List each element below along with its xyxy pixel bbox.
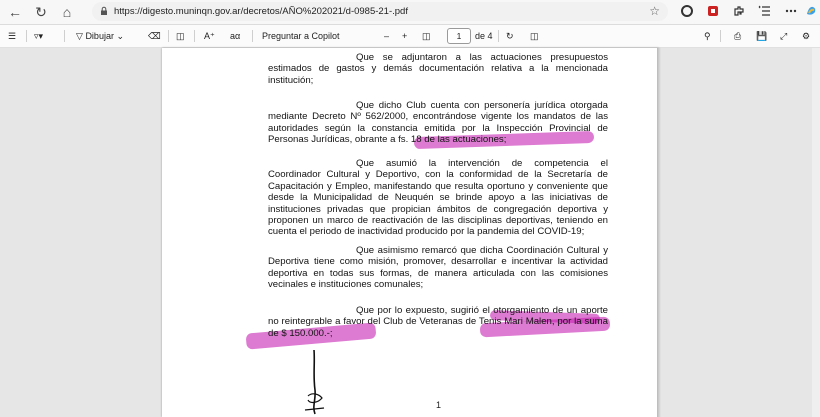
extension-circle-icon[interactable] <box>680 4 694 18</box>
zoom-in-icon[interactable]: + <box>402 31 408 41</box>
print-icon[interactable]: ⎙ <box>734 30 742 41</box>
page-shadow <box>657 48 661 417</box>
copilot-icon[interactable] <box>804 4 818 18</box>
page-view-icon[interactable]: ◫ <box>176 30 185 41</box>
highlight-icon[interactable]: ▿▾ <box>34 30 44 41</box>
divider <box>194 30 195 42</box>
zoom-out-icon[interactable]: – <box>384 31 390 41</box>
draw-label: Dibujar <box>85 31 114 41</box>
divider <box>26 30 27 42</box>
favorites-icon[interactable] <box>758 4 772 18</box>
two-page-icon[interactable]: ◫ <box>530 30 539 41</box>
favorite-star-icon[interactable]: ☆ <box>649 4 660 18</box>
extension-red-icon[interactable] <box>706 4 720 18</box>
draw-button[interactable] <box>76 28 124 44</box>
page-number-input[interactable]: 1 <box>447 28 471 44</box>
page-number: 1 <box>436 400 442 410</box>
lock-icon <box>99 6 109 16</box>
address-bar[interactable] <box>92 2 668 21</box>
save-icon[interactable]: 💾 <box>756 30 768 41</box>
handwritten-signature <box>300 348 330 417</box>
pdf-viewer[interactable] <box>0 48 820 417</box>
scrollbar[interactable] <box>812 48 820 417</box>
paragraph: Que se adjuntaron a las actuaciones presupuestos estimados de gastos y demás documentación relativa a la mencionada institución; <box>268 52 608 86</box>
contents-icon[interactable]: ☰ <box>8 30 17 41</box>
paragraph: Que dicho Club cuenta con personería jurídica otorgada mediante Decreto Nº 562/2000, encontrándose vigente los mandatos de las autoridades según la constancia emitida por la Inspección Provincial de Personas Jurídicas, obrante a fs. 18 de las actuaciones; <box>268 100 608 146</box>
fullscreen-icon[interactable]: ⤢ <box>780 30 788 41</box>
draw-icon: ▽ <box>76 30 83 41</box>
url-text: https://digesto.muninqn.gov.ar/decretos/AÑO%202021/d-0985-21-.pdf <box>114 6 408 17</box>
paragraph: Que por lo expuesto, sugirió el otorgamiento de un aporte no reintegrable a favor del Club de Veteranas de Tenis Mari Malen, por la suma de $ 150.000.-; <box>268 305 608 339</box>
eraser-icon[interactable]: ⌫ <box>148 30 161 41</box>
divider <box>498 30 499 42</box>
translate-icon[interactable]: aα <box>230 31 241 41</box>
extensions-icon[interactable] <box>732 4 746 18</box>
rotate-icon[interactable]: ↻ <box>506 30 514 41</box>
pdf-toolbar <box>0 25 820 48</box>
read-aloud-icon[interactable]: A⁺ <box>204 30 215 41</box>
browser-toolbar <box>0 0 820 25</box>
divider <box>252 30 253 42</box>
pdf-page <box>162 48 659 417</box>
paragraph: Que asimismo remarcó que dicha Coordinación Cultural y Deportiva tiene como misión, promover, desarrollar e incentivar la actividad deportiva en todas sus formas, de manera articulada con las comisiones vecinales e instituciones comunales; <box>268 245 608 291</box>
back-icon[interactable]: ← <box>8 4 22 20</box>
paragraph: Que asumió la intervención de competencia el Coordinador Cultural y Deportivo, con la conformidad de la Secretaría de Capacitación y Empleo, manifestando que resulta oportuno y conveniente que desde la Municipalidad de Neuquén se brinde apoyo a las iniciativas de instituciones privadas que propician ámbitos de congregación deportiva y proponen un marco de reactivación de las disciplinas deportivas, teniendo en cuenta el periodo de inactividad producido por la pandemia del COVID-19; <box>268 158 608 238</box>
divider <box>720 30 721 42</box>
page-total: de 4 <box>475 31 493 41</box>
divider <box>64 30 65 42</box>
chevron-down-icon: ⌄ <box>116 30 125 41</box>
divider <box>168 30 169 42</box>
browser-menu-icon[interactable] <box>784 4 798 18</box>
home-icon[interactable]: ⌂ <box>62 4 72 20</box>
ask-copilot-button[interactable]: Preguntar a Copilot <box>262 31 340 41</box>
reload-icon[interactable]: ↻ <box>35 3 47 20</box>
fit-page-icon[interactable]: ◫ <box>422 30 431 41</box>
search-icon[interactable]: ⚲ <box>704 30 711 41</box>
settings-icon[interactable]: ⚙ <box>802 30 811 41</box>
